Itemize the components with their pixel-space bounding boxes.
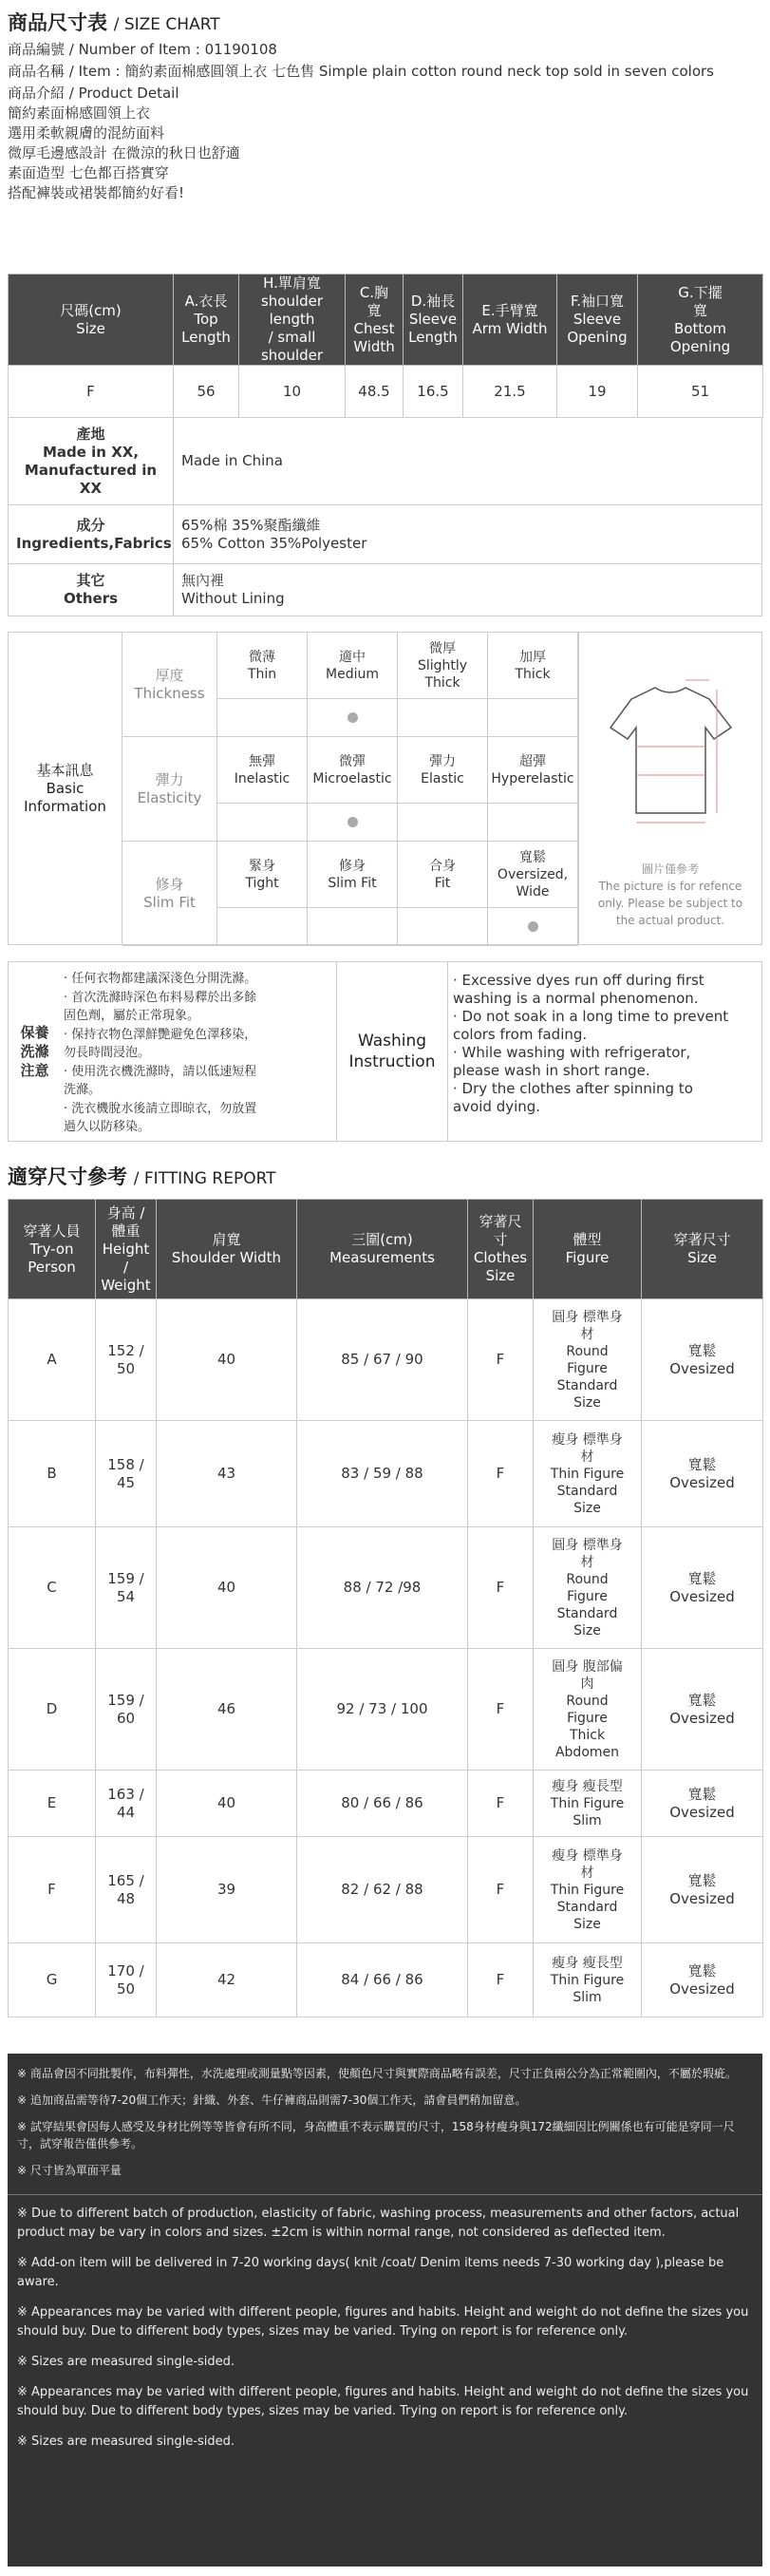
fitting-cell: 85 / 67 / 90 (297, 1299, 468, 1421)
fitting-header: 穿著尺 寸 Clothes Size (468, 1200, 534, 1299)
notes-panel (8, 2054, 762, 2567)
fitting-table-wrap (8, 1199, 762, 2017)
note-en: ※ Sizes are measured single-sided. (17, 2434, 235, 2449)
size-cell: 19 (557, 366, 638, 418)
fitting-cell: 寬鬆 Ovesized (642, 1527, 763, 1649)
fitting-cell: 寬鬆 Ovesized (642, 1421, 763, 1527)
elasticity-label: 彈力 Elasticity (122, 737, 217, 842)
size-table (8, 274, 763, 418)
fitting-cell: F (9, 1837, 96, 1943)
fitting-cell: 88 / 72 /98 (297, 1527, 468, 1649)
thickness-option: 加厚 Thick (488, 633, 578, 699)
fitting-cell: F (468, 1837, 534, 1943)
fitting-cell: 46 (157, 1649, 297, 1771)
fitting-row (9, 1771, 763, 1837)
washing-en-item: · Excessive dyes run off during first washing is a normal phenomenon. (453, 972, 704, 1007)
note-zh: ※ 試穿結果會因每人感受及身材比例等等皆會有所不同，身高體重不表示購買的尺寸，158身材瘦身與172纖細因比例關係也有可能是穿同一尺寸，試穿報告僅供參考。 (17, 2120, 735, 2150)
washing-zh-item: · 任何衣物都建議深淺色分開洗滌。 (64, 972, 257, 986)
note-en: ※ Add-on item will be delivered in 7-20 working days( knit /coat/ Denim items needs 7-30 working day ),please be aware. (17, 2256, 724, 2289)
fit-indicator (217, 908, 308, 946)
fitting-section (8, 1164, 762, 1192)
fitting-cell: 39 (157, 1837, 297, 1943)
selected-dot-icon (347, 712, 358, 723)
fitting-title (8, 1164, 762, 1192)
fitting-table (8, 1199, 763, 2017)
intro-line: 素面造型 七色都百搭實穿 (8, 164, 169, 181)
fit-indicator (398, 908, 488, 946)
fitting-cell: F (468, 1527, 534, 1649)
fitting-cell: 158 / 45 (96, 1421, 157, 1527)
fitting-cell: 40 (157, 1527, 297, 1649)
fitting-cell: 寬鬆 Ovesized (642, 1837, 763, 1943)
washing-zh-item: · 保持衣物色澤鮮艷避免色澤移染， 勿長時間浸泡。 (64, 1028, 257, 1060)
washing-zh-item: · 使用洗衣機洗滌時，請以低速短程 洗滌。 (64, 1065, 257, 1097)
basic-info-panel (8, 632, 762, 945)
size-chart-section (8, 9, 762, 203)
fitting-header: 穿著尺寸 Size (642, 1200, 763, 1299)
note-en: ※ Appearances may be varied with different people, figures and habits. Height and weight do not define the sizes you should buy. Due to different body types, sizes may be varied. Trying on report is for reference only. (17, 2305, 749, 2339)
selected-dot-icon (347, 817, 358, 827)
size-table-wrap (8, 274, 762, 616)
origin-value: Made in China (174, 418, 762, 505)
elasticity-indicator (398, 804, 488, 842)
size-cell: F (9, 366, 174, 418)
fitting-title-en: / FITTING REPORT (133, 1169, 276, 1188)
thickness-option: 微厚 Slightly Thick (398, 633, 488, 699)
fitting-cell: 165 / 48 (96, 1837, 157, 1943)
fit-option: 寬鬆 Oversized, Wide (488, 842, 578, 908)
fitting-cell: G (9, 1943, 96, 2017)
fitting-cell: 159 / 60 (96, 1649, 157, 1771)
garment-diagram (578, 633, 761, 944)
other-value: 無內裡 Without Lining (174, 564, 762, 616)
size-cell: 56 (174, 366, 239, 418)
intro-lines (8, 104, 762, 203)
fitting-cell: 圓身 標準身 材 Round Figure Standard Size (534, 1527, 642, 1649)
fitting-cell: 163 / 44 (96, 1771, 157, 1837)
elasticity-option: 彈力 Elastic (398, 737, 488, 804)
washing-zh-item: · 洗衣機脫水後請立即晾衣，勿放置 過久以防移染。 (64, 1102, 257, 1134)
fitting-row (9, 1421, 763, 1527)
fit-label: 修身 Slim Fit (122, 842, 217, 946)
thickness-option: 適中 Medium (308, 633, 398, 699)
notes-en (8, 2195, 762, 2472)
thickness-indicator (398, 699, 488, 737)
fitting-cell: 瘦身 標準身 材 Thin Figure Standard Size (534, 1421, 642, 1527)
fitting-header: 穿著人員 Try-on Person (9, 1200, 96, 1299)
fitting-cell: 43 (157, 1421, 297, 1527)
intro-line: 選用柔軟親膚的混紡面料 (8, 124, 165, 142)
size-cell: 51 (638, 366, 763, 418)
fabric-value: 65%棉 35%聚酯纖維 65% Cotton 35%Polyester (174, 505, 762, 564)
size-cell: 48.5 (346, 366, 404, 418)
fitting-cell: 80 / 66 / 86 (297, 1771, 468, 1837)
item-number: 商品編號 / Number of Item : 01190108 (8, 41, 277, 58)
note-zh: ※ 商品會因不同批製作，布料彈性，水洗處理或測量點等因素，使顏色尺寸與實際商品略有誤差，尺寸正負兩公分為正常範圍內，不屬於瑕疵。 (17, 2067, 737, 2080)
origin-label: 產地 Made in XX, Manufactured in XX (9, 418, 174, 505)
fit-indicator (488, 908, 578, 946)
intro-label: 商品介紹 / Product Detail (8, 85, 179, 102)
fitting-cell: F (468, 1421, 534, 1527)
fitting-cell: 寬鬆 Ovesized (642, 1649, 763, 1771)
note-zh: ※ 尺寸皆為單面平量 (17, 2164, 122, 2177)
fitting-cell: 寬鬆 Ovesized (642, 1771, 763, 1837)
elasticity-indicator (217, 804, 308, 842)
basic-info-grid (122, 633, 578, 944)
size-header: H.單肩寬 shoulder length / small shoulder (239, 275, 346, 366)
fitting-cell: 圓身 腹部偏 肉 Round Figure Thick Abdomen (534, 1649, 642, 1771)
size-chart-title-zh: 商品尺寸表 (8, 11, 107, 34)
intro-line: 簡約素面棉感圓領上衣 (8, 104, 151, 122)
washing-zh-label: 保養 洗滌 注意 (20, 1024, 49, 1079)
fitting-cell: 瘦身 瘦長型 Thin Figure Slim (534, 1771, 642, 1837)
item-name: 商品名稱 / Item : 簡約素面棉感圓領上衣 七色售 Simple plain cotton round neck top sold in seven colors (8, 63, 714, 80)
fit-option: 緊身 Tight (217, 842, 308, 908)
size-cell: 10 (239, 366, 346, 418)
fitting-row (9, 1649, 763, 1771)
fitting-header: 肩寬 Shoulder Width (157, 1200, 297, 1299)
fitting-cell: F (468, 1299, 534, 1421)
fitting-cell: F (468, 1771, 534, 1837)
fitting-cell: 42 (157, 1943, 297, 2017)
fitting-cell: D (9, 1649, 96, 1771)
picture-note: 圖片僅參考 The picture is for refence only. Please be subject to the actual product. (597, 862, 743, 927)
size-header: D.袖長 Sleeve Length (404, 275, 463, 366)
note-en: ※ Sizes are measured single-sided. (17, 2355, 235, 2369)
size-header: G.下擺 寬 Bottom Opening (638, 275, 763, 366)
thickness-option: 微薄 Thin (217, 633, 308, 699)
intro-line: 微厚毛邊感設計 在微涼的秋日也舒適 (8, 144, 240, 161)
fitting-cell: 83 / 59 / 88 (297, 1421, 468, 1527)
fitting-title-zh: 適穿尺寸參考 (8, 1165, 127, 1188)
thickness-indicator (488, 699, 578, 737)
fit-option: 修身 Slim Fit (308, 842, 398, 908)
fabric-label: 成分 Ingredients,Fabrics (9, 505, 174, 564)
fit-indicator (308, 908, 398, 946)
fitting-cell: 40 (157, 1299, 297, 1421)
elasticity-option: 超彈 Hyperelastic (488, 737, 578, 804)
washing-en-item: · Dry the clothes after spinning to avoid dying. (453, 1080, 693, 1115)
fitting-cell: 寬鬆 Ovesized (642, 1299, 763, 1421)
note-en: ※ Due to different batch of production, elasticity of fabric, washing process, measurements and other factors, actual product may be vary in colors and sizes. ±2cm is within normal range, not considered as deflected item. (17, 2207, 740, 2240)
size-header: F.袖口寬 Sleeve Opening (557, 275, 638, 366)
fitting-cell: 92 / 73 / 100 (297, 1649, 468, 1771)
info-table (8, 417, 762, 616)
fitting-cell: 159 / 54 (96, 1527, 157, 1649)
fitting-cell: B (9, 1421, 96, 1527)
elasticity-option: 微彈 Microelastic (308, 737, 398, 804)
fitting-cell: 瘦身 瘦長型 Thin Figure Slim (534, 1943, 642, 2017)
fitting-row (9, 1299, 763, 1421)
other-label: 其它 Others (9, 564, 174, 616)
washing-en-item: · Do not soak in a long time to prevent colors from fading. (453, 1008, 729, 1043)
thickness-indicator (217, 699, 308, 737)
size-chart-title-en: / SIZE CHART (113, 15, 220, 34)
fitting-row (9, 1837, 763, 1943)
size-header: E.手臂寬 Arm Width (463, 275, 557, 366)
notes-zh (8, 2054, 762, 2195)
fitting-header-row (9, 1200, 763, 1299)
fitting-header: 三圍(cm) Measurements (297, 1200, 468, 1299)
fitting-cell: 圓身 標準身 材 Round Figure Standard Size (534, 1299, 642, 1421)
intro-line: 搭配褲裝或裙裝都簡約好看! (8, 184, 185, 201)
basic-info-label: 基本訊息 Basic Information (9, 633, 122, 944)
size-chart-title (8, 9, 762, 38)
fitting-cell: 寬鬆 Ovesized (642, 1943, 763, 2017)
fitting-cell: F (468, 1943, 534, 2017)
fitting-cell: F (468, 1649, 534, 1771)
washing-en-list (453, 972, 759, 1116)
fitting-cell: 84 / 66 / 86 (297, 1943, 468, 2017)
washing-en-label: Washing Instruction (336, 962, 448, 1141)
fitting-row (9, 1527, 763, 1649)
fitting-cell: A (9, 1299, 96, 1421)
washing-panel (8, 961, 762, 1142)
tshirt-diagram-icon (579, 652, 762, 880)
size-cell: 21.5 (463, 366, 557, 418)
elasticity-indicator (488, 804, 578, 842)
fitting-cell: C (9, 1527, 96, 1649)
elasticity-option: 無彈 Inelastic (217, 737, 308, 804)
fitting-cell: 瘦身 標準身 材 Thin Figure Standard Size (534, 1837, 642, 1943)
thickness-indicator (308, 699, 398, 737)
washing-zh-item: · 首次洗滌時深色布料易釋於出多餘 固色劑，屬於正常現象。 (64, 991, 257, 1023)
size-cell: 16.5 (404, 366, 463, 418)
fitting-cell: E (9, 1771, 96, 1837)
size-header: A.衣長 Top Length (174, 275, 239, 366)
note-en: ※ Appearances may be varied with different people, figures and habits. Height and weight do not define the sizes you should buy. Due to different body types, sizes may be varied. Trying on report is for reference only. (17, 2385, 749, 2418)
note-zh: ※ 追加商品需等待7-20個工作天；針織、外套、牛仔褲商品則需7-30個工作天，請會員們稍加留意。 (17, 2093, 527, 2107)
washing-en-item: · While washing with refrigerator, please wash in short range. (453, 1044, 691, 1079)
size-header: C.胸 寬 Chest Width (346, 275, 404, 366)
fitting-row (9, 1943, 763, 2017)
fitting-header: 身高 / 體重 Height / Weight (96, 1200, 157, 1299)
washing-zh-list (64, 970, 334, 1137)
fit-option: 合身 Fit (398, 842, 488, 908)
fitting-cell: 152 / 50 (96, 1299, 157, 1421)
size-header: 尺碼(cm) Size (9, 275, 174, 366)
fitting-cell: 170 / 50 (96, 1943, 157, 2017)
fitting-header: 體型 Figure (534, 1200, 642, 1299)
fitting-cell: 82 / 62 / 88 (297, 1837, 468, 1943)
elasticity-indicator (308, 804, 398, 842)
thickness-label: 厚度 Thickness (122, 633, 217, 737)
selected-dot-icon (528, 921, 538, 932)
fitting-cell: 40 (157, 1771, 297, 1837)
